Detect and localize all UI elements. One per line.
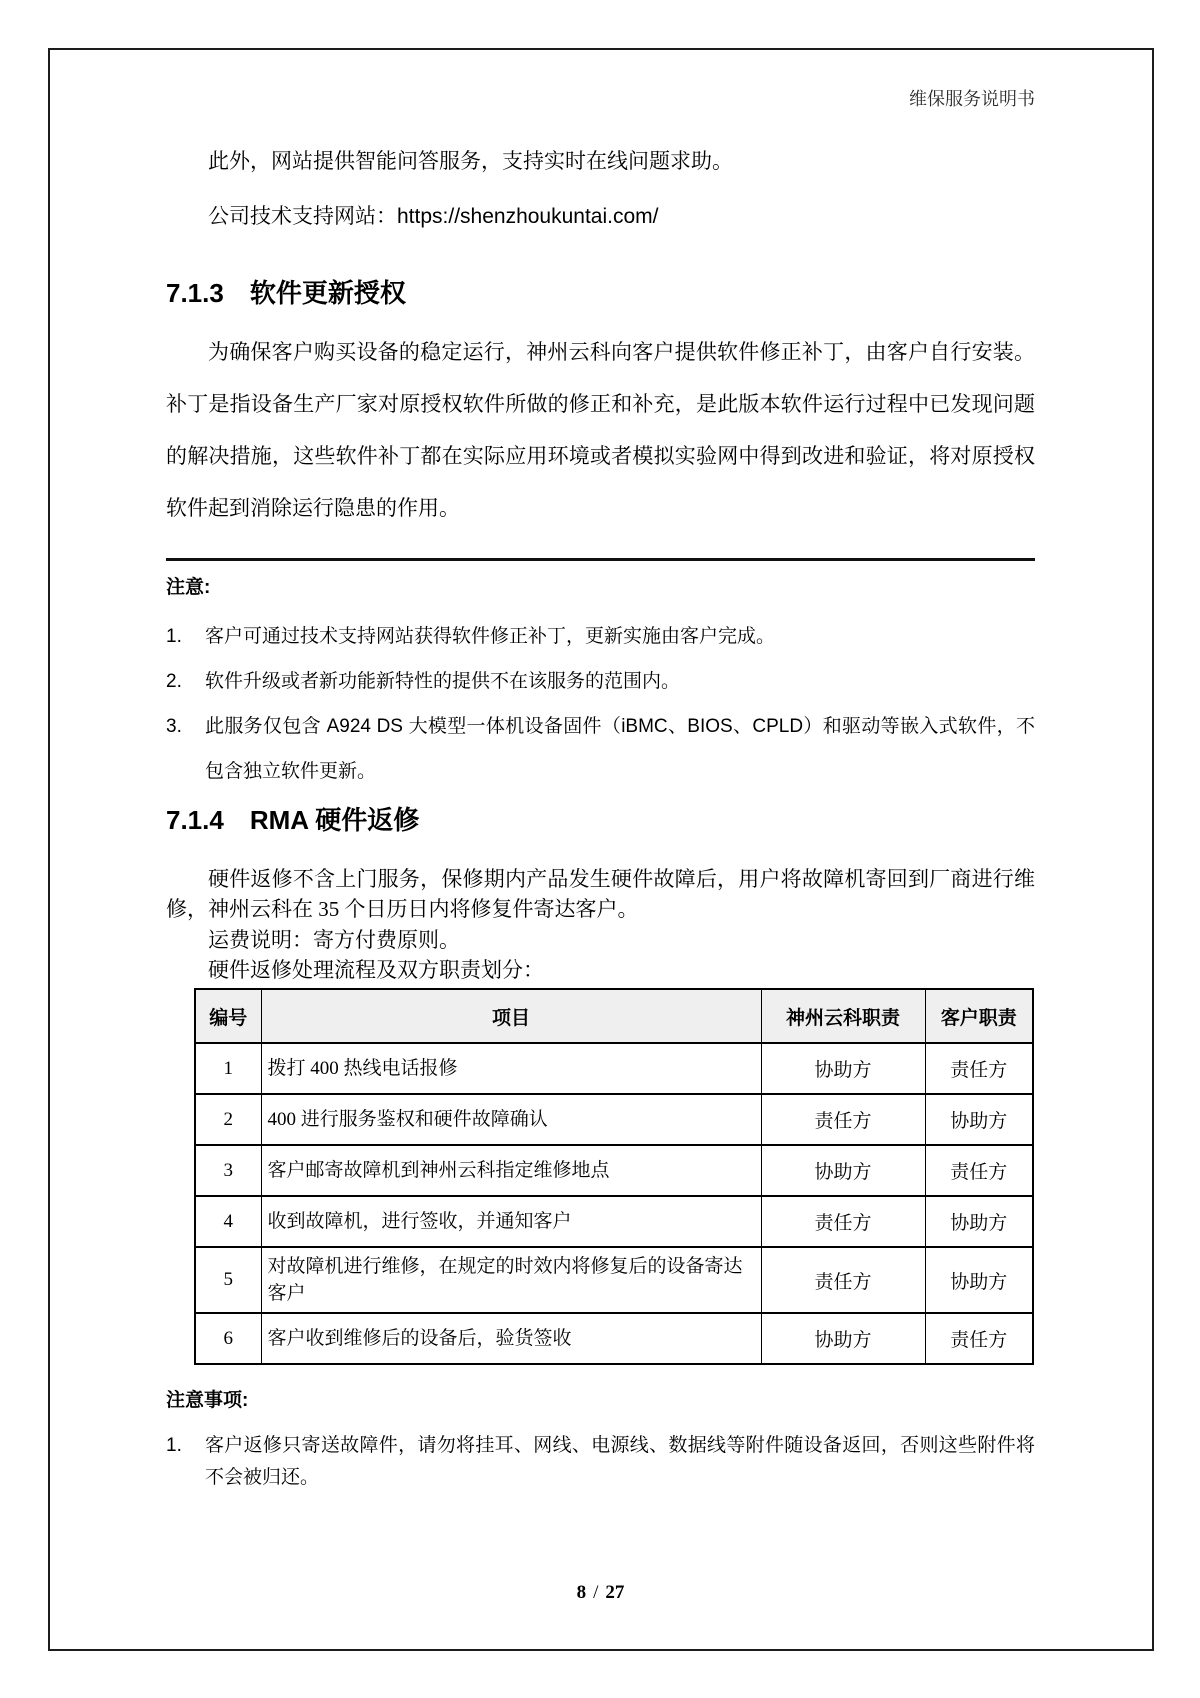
intro-paragraph: 此外，网站提供智能问答服务，支持实时在线问题求助。: [208, 150, 733, 173]
list-item-number: 1.: [166, 1435, 182, 1456]
list-item: [166, 614, 1035, 659]
table-header-row: [195, 989, 1033, 1043]
table-cell-item: 对故障机进行维修，在规定的时效内将修复后的设备寄达客户: [261, 1247, 761, 1313]
list-item-text: 客户返修只寄送故障件，请勿将挂耳、网线、电源线、数据线等附件随设备返回，否则这些附件将不会被归还。: [205, 1435, 1035, 1488]
document-header-title: 维保服务说明书: [909, 89, 1035, 109]
table-cell-vendor-duty: 责任方: [761, 1094, 925, 1145]
table-cell-customer-duty: 责任方: [925, 1313, 1033, 1364]
table-cell-number: 3: [195, 1145, 261, 1196]
list-item-number: 1.: [166, 626, 182, 647]
list-item-text: 此服务仅包含 A924 DS 大模型一体机设备固件（iBMC、BIOS、CPLD）和驱动等嵌入式软件，不包含独立软件更新。: [205, 716, 1035, 782]
table-cell-vendor-duty: 协助方: [761, 1313, 925, 1364]
section-heading-7-1-3: [166, 276, 1035, 310]
table-cell-customer-duty: 责任方: [925, 1043, 1033, 1094]
notice-label: 注意事项:: [166, 1390, 249, 1411]
list-item: [166, 659, 1035, 704]
table-row: [195, 1145, 1033, 1196]
table-cell-customer-duty: 协助方: [925, 1196, 1033, 1247]
table-intro-line: 硬件返修处理流程及双方职责划分：: [208, 958, 544, 982]
notes-list-7-1-3: [166, 614, 1035, 794]
table-header-cell: 编号: [195, 989, 261, 1043]
rma-table-body: [195, 1043, 1033, 1364]
list-item-number: 2.: [166, 671, 182, 692]
note-label: 注意:: [166, 577, 211, 598]
section-7-1-3-paragraph: 为确保客户购买设备的稳定运行，神州云科向客户提供软件修正补丁，由客户自行安装。补丁是指设备生产厂家对原授权软件所做的修正和补充，是此版本软件运行过程中已发现问题的解决措施，这些软件补丁都在实际应用环境或者模拟实验网中得到改进和验证，将对原授权软件起到消除运行隐患的作用。: [166, 341, 1035, 520]
freight-note-line: 运费说明：寄方付费原则。: [208, 928, 460, 952]
list-item-number: 3.: [166, 716, 182, 737]
rma-table: [194, 988, 1034, 1365]
table-cell-number: 4: [195, 1196, 261, 1247]
section-number: 7.1.3: [166, 278, 224, 308]
table-cell-number: 1: [195, 1043, 261, 1094]
page-number-footer: [166, 1582, 1035, 1604]
section-heading-7-1-4: [166, 803, 1035, 837]
table-cell-customer-duty: 协助方: [925, 1247, 1033, 1313]
table-header-cell: 客户职责: [925, 989, 1033, 1043]
table-cell-item: 客户邮寄故障机到神州云科指定维修地点: [261, 1145, 761, 1196]
current-page-number: 8: [576, 1582, 587, 1603]
list-item-text: 软件升级或者新功能新特性的提供不在该服务的范围内。: [205, 671, 681, 692]
table-cell-number: 2: [195, 1094, 261, 1145]
section-number: 7.1.4: [166, 805, 224, 835]
table-cell-item: 400 进行服务鉴权和硬件故障确认: [261, 1094, 761, 1145]
support-website-line: 公司技术支持网站：https://shenzhoukuntai.com/: [208, 205, 659, 228]
horizontal-rule: [166, 558, 1035, 561]
table-cell-number: 5: [195, 1247, 261, 1313]
section-title: RMA 硬件返修: [249, 805, 420, 835]
table-cell-customer-duty: 责任方: [925, 1145, 1033, 1196]
list-item: [166, 1430, 1035, 1494]
list-item-text: 客户可通过技术支持网站获得软件修正补丁，更新实施由客户完成。: [205, 626, 776, 647]
table-cell-vendor-duty: 协助方: [761, 1043, 925, 1094]
table-row: [195, 1043, 1033, 1094]
table-header-cell: 神州云科职责: [761, 989, 925, 1043]
table-row: [195, 1247, 1033, 1313]
table-header-cell: 项目: [261, 989, 761, 1043]
table-cell-vendor-duty: 责任方: [761, 1196, 925, 1247]
section-7-1-4-paragraph: 硬件返修不含上门服务，保修期内产品发生硬件故障后，用户将故障机寄回到厂商进行维修，神州云科在 35 个日历日内将修复件寄达客户。: [166, 867, 1035, 921]
table-cell-vendor-duty: 责任方: [761, 1247, 925, 1313]
table-cell-number: 6: [195, 1313, 261, 1364]
table-cell-item: 收到故障机，进行签收，并通知客户: [261, 1196, 761, 1247]
table-row: [195, 1313, 1033, 1364]
table-cell-item: 拨打 400 热线电话报修: [261, 1043, 761, 1094]
section-title: 软件更新授权: [249, 278, 406, 308]
table-cell-item: 客户收到维修后的设备后，验货签收: [261, 1313, 761, 1364]
notices-list-7-1-4: [166, 1430, 1035, 1494]
table-cell-customer-duty: 协助方: [925, 1094, 1033, 1145]
list-item: [166, 704, 1035, 794]
table-cell-vendor-duty: 协助方: [761, 1145, 925, 1196]
rma-table-container: [194, 988, 1034, 1365]
table-row: [195, 1094, 1033, 1145]
table-row: [195, 1196, 1033, 1247]
page-number-separator: /: [593, 1582, 599, 1603]
total-page-number: 27: [605, 1582, 625, 1603]
